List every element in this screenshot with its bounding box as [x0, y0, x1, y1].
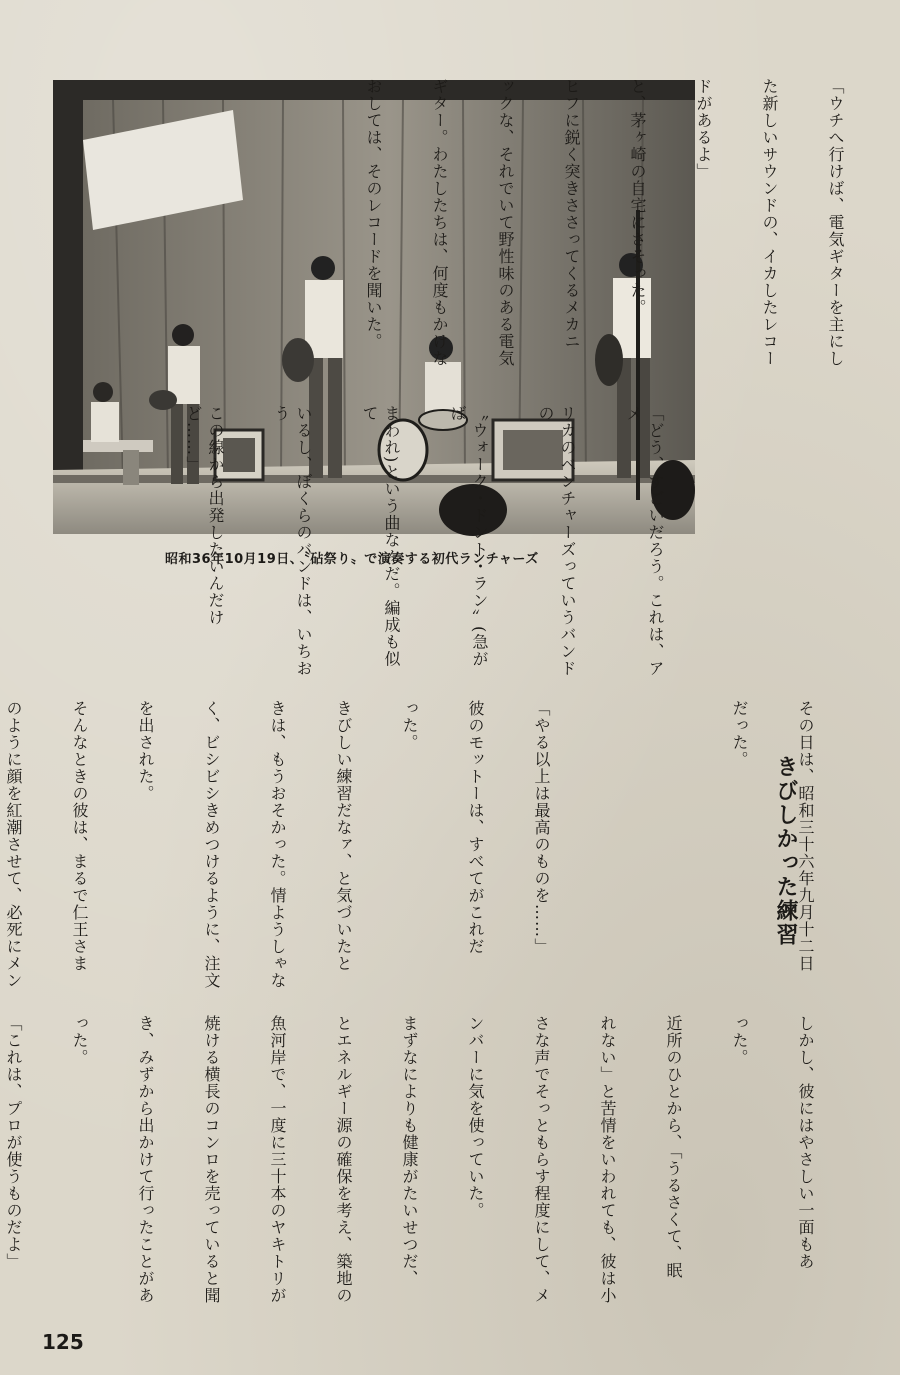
text-line: きびしい練習だなァ、と気づいたと [334, 700, 353, 972]
article-column-bottom-lower [4, 1015, 860, 1315]
text-line: 焼ける横長のコンロを売っていると聞 [202, 1015, 221, 1304]
text-line: ドがあるよ」 [694, 78, 713, 180]
text-line: ンバーに気を使っていた。 [466, 1015, 485, 1219]
text-line: まずなによりも健康がたいせつだ、 [400, 1015, 419, 1287]
text-line: 彼のモットーは、すべてがこれだ [466, 700, 485, 955]
text-line: だった。 [730, 700, 749, 768]
text-line: まわれ)という曲なんだ。編成も似て [360, 405, 401, 668]
text-line: く、ビシビシきめつけるように、注文 [202, 700, 221, 989]
text-line: れない」と苦情をいわれても、彼は小 [598, 1015, 617, 1304]
text-line: 「ウチへ行けば、電気ギターを主にし [826, 78, 845, 367]
text-line: 近所のひとから、「うるさくて、眠 [664, 1015, 683, 1279]
text-line: た新しいサウンドの、イカしたレコー [760, 78, 779, 367]
text-line: 魚河岸で、一度に三十本のヤキトリが [268, 1015, 287, 1304]
article-column-bottom [4, 700, 860, 1000]
text-line: とエネルギー源の確保を考え、築地の [334, 1015, 353, 1304]
text-line: しかし、彼にはやさしい一面もあ [796, 1015, 815, 1270]
text-line: おしては、そのレコードを聞いた。 [364, 78, 383, 350]
text-line: を出された。 [136, 700, 155, 802]
article-column-top-continued [700, 78, 890, 686]
text-line: った。 [400, 700, 419, 751]
text-line: その日は、昭和三十六年九月十二日 [796, 700, 815, 972]
text-line: リカのベンチャーズっていうバンドの [536, 405, 577, 677]
text-line: き、みずから出かけて行ったことがあ [136, 1015, 155, 1304]
text-line: 「やる以上は最高のものを……」 [532, 700, 551, 955]
text-line: 「これは、プロが使うものだよ」 [4, 1015, 23, 1270]
text-line: そんなときの彼は、まるで仁王さま [70, 700, 89, 972]
text-line: 「どう、すごいだろう。これは、アメ [624, 405, 665, 677]
text-line: いるし、ぼくらのバンドは、いちおう [272, 405, 313, 677]
text-line: った。 [730, 1015, 749, 1066]
text-line: さな声でそっともらす程度にして、メ [532, 1015, 551, 1304]
text-line: ギター。わたしたちは、何度もかけな [430, 78, 449, 367]
section-heading: きびしかった練習 [773, 755, 798, 947]
text-line: 〝ウォーク・ドント・ラン〟(急がば [448, 405, 489, 668]
page-number: 125 [42, 1330, 84, 1354]
text-line: この線から出発したいんだけど……」 [184, 405, 225, 626]
text-line: った。 [70, 1015, 89, 1066]
text-line: のように顔を紅潮させて、必死にメン [4, 700, 23, 989]
text-line: ックな、それでいて野性味のある電気 [496, 78, 515, 367]
text-line: きは、もうおそかった。情ようしゃな [268, 700, 287, 989]
text-line: と、茅ヶ崎の自宅にさそった。 [628, 78, 647, 316]
photo-caption: 昭和36年10月19日、〝砧祭り〟で演奏する初代ランチャーズ [165, 552, 539, 567]
text-line: ヒフに鋭く突きささってくるメカニ [562, 78, 581, 350]
